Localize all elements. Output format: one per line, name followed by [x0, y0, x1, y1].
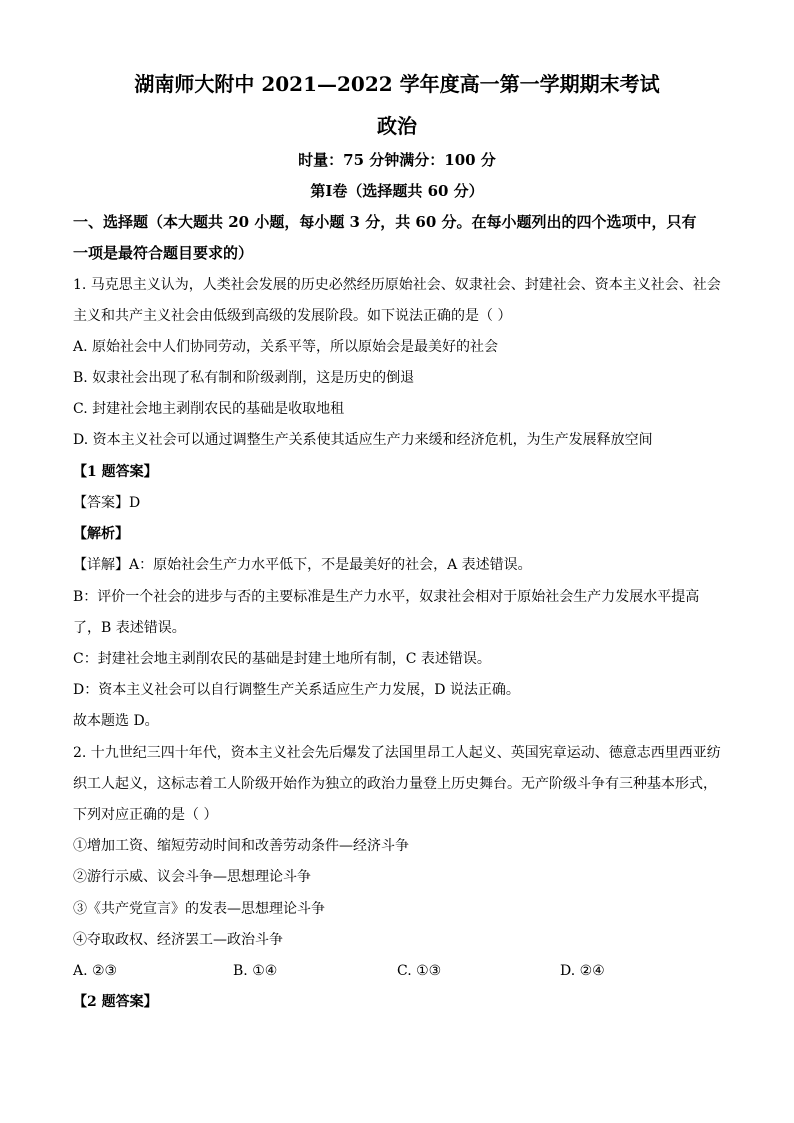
q2-choice-a: A. ②③: [73, 963, 118, 979]
q1-option-b: B. 奴隶社会出现了私有制和阶级剥削，这是历史的倒退: [73, 370, 415, 386]
q2-choice-c: C. ①③: [397, 963, 442, 979]
q2-choice-b: B. ①④: [233, 963, 278, 979]
section-instructions-line-1: 一、选择题（本大题共 20 小题，每小题 3 分，共 60 分。在每小题列出的四个选项中，只有: [73, 213, 697, 231]
q2-item-3: ③《共产党宣言》的发表—思想理论斗争: [73, 901, 325, 917]
q2-stem-line-2: 织工人起义，这标志着工人阶级开始作为独立的政治力量登上历史舞台。无产阶级斗争有三种基本形式，: [73, 776, 717, 792]
section-instructions-line-2: 一项是最符合题目要求的）: [73, 244, 254, 262]
q1-detail-line-3: 了，B 表述错误。: [73, 620, 186, 636]
exam-title: 湖南师大附中 2021—2022 学年度高一第一学期期末考试: [134, 72, 660, 96]
time-score-line: 时量：75 分钟满分：100 分: [298, 151, 496, 169]
q1-detail-line-4: C：封建社会地主剥削农民的基础是封建土地所有制，C 表述错误。: [73, 651, 491, 667]
q1-stem-line-1: 1. 马克思主义认为，人类社会发展的历史必然经历原始社会、奴隶社会、封建社会、资本主义社会、社会: [73, 277, 721, 293]
q2-answer-header: 【2 题答案】: [73, 994, 158, 1010]
part-heading: 第Ⅰ卷（选择题共 60 分）: [310, 182, 484, 200]
q1-detail-line-5: D：资本主义社会可以自行调整生产关系适应生产力发展，D 说法正确。: [73, 682, 520, 698]
subject-title: 政治: [377, 114, 417, 138]
q2-stem-line-3: 下列对应正确的是（ ）: [73, 807, 218, 823]
q2-item-2: ②游行示威、议会斗争—思想理论斗争: [73, 869, 311, 885]
q2-choice-d: D. ②④: [560, 963, 605, 979]
q2-item-1: ①增加工资、缩短劳动时间和改善劳动条件—经济斗争: [73, 838, 409, 854]
q1-answer-header: 【1 题答案】: [73, 464, 158, 480]
q1-detail-line-1: 【详解】A：原始社会生产力水平低下，不是最美好的社会，A 表述错误。: [73, 557, 532, 573]
q1-option-c: C. 封建社会地主剥削农民的基础是收取地租: [73, 401, 345, 417]
q1-detail-line-2: B：评价一个社会的进步与否的主要标准是生产力水平，奴隶社会相对于原始社会生产力发展水平提高: [73, 589, 700, 605]
q1-answer: 【答案】D: [73, 495, 141, 511]
q1-analysis-header: 【解析】: [73, 526, 129, 542]
q2-item-4: ④夺取政权、经济罢工—政治斗争: [73, 932, 283, 948]
q2-stem-line-1: 2. 十九世纪三四十年代，资本主义社会先后爆发了法国里昂工人起义、英国宪章运动、德意志西里西亚纺: [73, 745, 721, 761]
q1-conclusion: 故本题选 D。: [73, 713, 159, 729]
q1-stem-line-2: 主义和共产主义社会由低级到高级的发展阶段。如下说法正确的是（ ）: [73, 308, 512, 324]
q1-option-a: A. 原始社会中人们协同劳动，关系平等，所以原始会是最美好的社会: [73, 339, 499, 355]
q1-option-d: D. 资本主义社会可以通过调整生产关系使其适应生产力来缓和经济危机，为生产发展释放空间: [73, 432, 653, 448]
